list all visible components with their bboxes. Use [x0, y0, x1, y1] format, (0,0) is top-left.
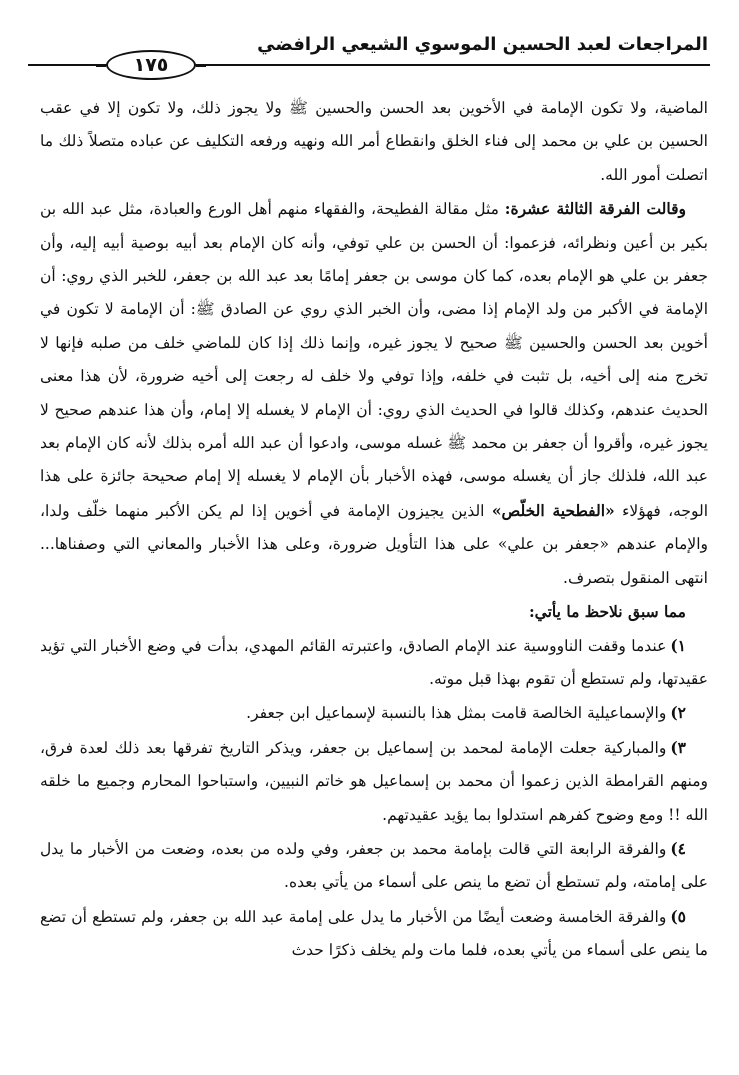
paragraph-continuation: الماضية، ولا تكون الإمامة في الأخوين بعد الحسن والحسين ﷺ ولا يجوز ذلك، ولا تكون إلا في عقب الحسين بن علي بن محمد إلى فناء الخلق وانقطاع أمر الله ونهيه ورفعه التكليف عن عباده متصلاً ذلك ما اتصلت أمور الله.: [40, 99, 708, 184]
paragraph-text-end: الذين يجيزون الإمامة في أخوين إذا لم يكن الأكبر منهما خلّف ولدا، والإمام عندهم «جعفر بن علي» على هذا التأويل ضرورة، وعلى هذا الأخبار والمعاني التي وصفناها... انتهى المنقول بتصرف.: [40, 501, 708, 587]
list-item: [40, 832, 708, 900]
list-item: [40, 696, 708, 730]
item-text: والفرقة الرابعة التي قالت بإمامة محمد بن جعفر، وفي ولده من بعده، وضعت من الأخبار ما يدل على إمامته، ولم تستطع أن تضع ما ينص على أسماء من يأتي بعده.: [40, 839, 708, 892]
paragraph-thirteenth-sect: [40, 192, 708, 595]
item-text: والفرقة الخامسة وضعت أيضًا من الأخبار ما يدل على إمامة عبد الله بن جعفر، ولم تستطع أن تضع ما ينص على أسماء من يأتي بعده، فلما مات ولم يخلف ذكرًا حدث: [40, 907, 708, 960]
paragraph-text: مثل مقالة الفطيحة، والفقهاء منهم أهل الورع والعبادة، مثل عبد الله بن بكير بن أعين ونظرائه، فزعموا: أن الحسن بن علي توفي، وأنه كان الإمام بعد أبيه بوصية أبيه إليه، وأن جعفر بن علي هو الإمام بعده، كما كان موسى بن جعفر إمامًا بعد عبد الله بن جعفر، للخبر الذي روي: أن الإمامة في الأكبر من ولد الإمام إذا مضى، وأن الخبر الذي روي عن الصادق ﷺ: أن الإمامة لا تكون في أخوين بعد الحسن والحسين ﷺ صحيح لا يجوز غيره، وإنما ذلك إذا كان للماضي خلف من صلبه فإنها لا تخرج منه إلى أخيه، بل تثبت في خلفه، وإذا توفي ولا خلف له رجعت إلى أخيه ضرورة، لأن هذا معنى الحديث عندهم، وكذلك قالوا في الحديث الذي روي: أن الإمام لا يغسله إلا إمام، وأن هذا عندهم صحيح لا يجوز غيره، وأقروا أن جعفر بن محمد ﷺ غسله موسى، وادعوا أن عبد الله أمره بذلك لأنه كان الإمام بعد عبد الله، فلذلك جاز أن يغسله موسى، فهذه الأخبار بأن الإمام لا يغسله إلا إمام صحيحة جائزة على هذا الوجه، فهؤلاء: [40, 200, 708, 520]
list-item: [40, 900, 708, 968]
section-heading: مما سبق نلاحظ ما يأتي:: [528, 602, 686, 622]
item-number: ٥): [670, 906, 686, 926]
running-title: المراجعات لعبد الحسين الموسوي الشيعي الرافضي: [257, 34, 708, 55]
item-number: ١): [670, 635, 686, 655]
page-number: ١٧٥: [106, 50, 196, 80]
item-number: ٤): [670, 838, 686, 858]
item-text: والمباركية جعلت الإمامة لمحمد بن إسماعيل بن جعفر، ويذكر التاريخ تفرقها بعد ذلك لعدة فرق، ومنهم القرامطة الذين زعموا أن محمد بن إسماعيل هو خاتم النبيين، واستباحوا المحارم وجميع ما خلقه الله !! ومع وضوح كفرهم استدلوا بما يؤيد عقيدتهم.: [40, 738, 708, 824]
item-number: ٣): [670, 737, 686, 757]
item-number: ٢): [670, 703, 686, 723]
paragraph-lead: وقالت الفرقة الثالثة عشرة:: [504, 199, 686, 219]
sect-name: «الفطحية الخلّص»: [491, 500, 615, 520]
list-item: [40, 629, 708, 697]
item-text: والإسماعيلية الخالصة قامت بمثل هذا بالنسبة لإسماعيل ابن جعفر.: [246, 704, 667, 723]
list-item: [40, 731, 708, 832]
page-header: [28, 28, 710, 74]
page-body: [40, 92, 708, 968]
item-text: عندما وقفت الناووسية عند الإمام الصادق، واعتبرته القائم المهدي، بدأت في وضع الأخبار التي تؤيد عقيدتها، ولم تستطع أن تقوم بهذا قبل موته.: [40, 636, 708, 688]
